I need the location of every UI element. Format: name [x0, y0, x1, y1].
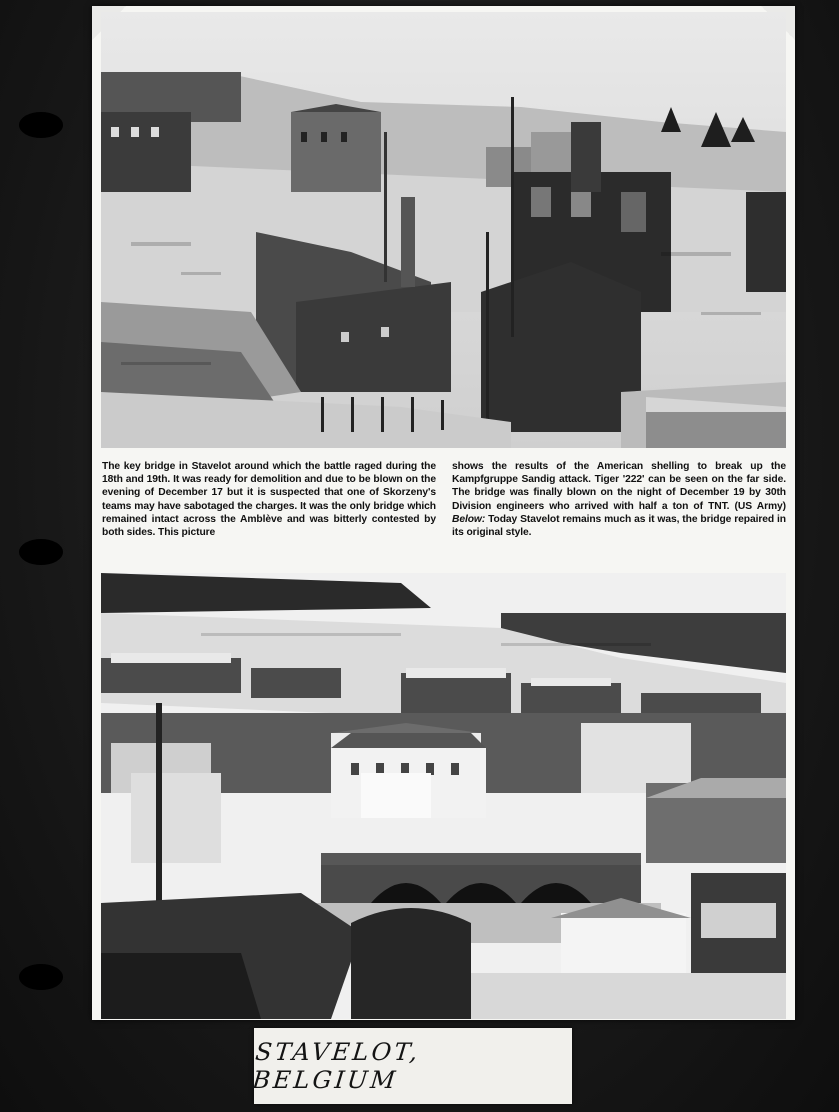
modern-stavelot-photo	[101, 573, 786, 1019]
caption-text-part1: The key bridge in Stavelot around which the battle raged during the 18th and 19th. It was ready for demolition and due to be blown on the evening of December 17 but it is suspected that one of Skorzeny's teams may have sabotaged the charges. It was the only bridge which remained intact across the Amblève and was bitterly contested by both sides. This picture	[102, 461, 436, 539]
caption-column-left	[102, 460, 436, 539]
handwritten-label-text: STAVELOT, BELGIUM	[251, 1038, 422, 1094]
punch-hole	[19, 539, 63, 565]
caption-text-part3: Today Stavelot remains much as it was, the bridge repaired in its original style.	[452, 513, 786, 539]
caption-text-part2: shows the results of the American shelling to break up the Kampfgruppe Sandig attack. Tiger '222' can be seen on the far side. The bridge was finally blown on the night of December 19 by 30th Division engineers who arrived with half a ton of TNT. (US Army)	[452, 461, 786, 512]
punch-hole	[19, 964, 63, 990]
caption-column-right	[452, 460, 786, 539]
photo-caption	[102, 460, 786, 539]
punch-hole	[19, 112, 63, 138]
caption-below-label: Below:	[452, 513, 486, 525]
handwritten-label-card	[251, 1028, 572, 1104]
wartime-ruins-photo	[101, 12, 786, 448]
